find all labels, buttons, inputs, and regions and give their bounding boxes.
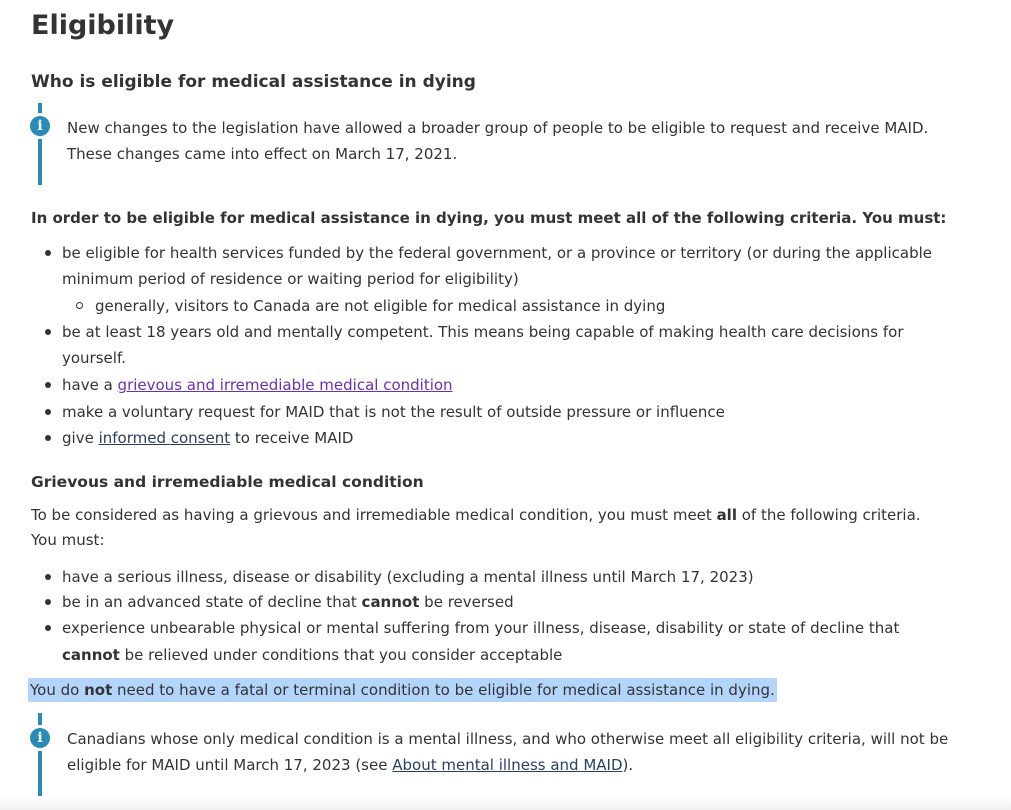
text: To be considered as having a grievous and irremediable medical condition, you must meet [31,506,717,524]
sub-list-item: generally, visitors to Canada are not eligible for medical assistance in dying [95,297,666,315]
list-item [62,425,353,451]
list-item [62,372,453,398]
bullet [45,329,51,335]
alert-bar [38,713,42,798]
mental-illness-maid-link[interactable]: About mental illness and MAID [392,756,623,774]
paragraph [31,502,921,528]
list-item: have a serious illness, disease or disability (excluding a mental illness until March 17, 2023) [62,568,754,586]
list-item: make a voluntary request for MAID that is not the result of outside pressure or influence [62,403,725,421]
alert-line: Canadians whose only medical condition is a mental illness, and who otherwise meet all eligibility criteria, will not be [67,730,949,748]
text: have a [62,376,118,394]
text: be relieved under conditions that you consider acceptable [119,646,563,664]
text: of the following criteria. [736,506,921,524]
list-item-cont [62,642,562,668]
bullet [45,435,51,441]
bottom-shadow [0,796,1011,810]
alert-line: New changes to the legislation have allowed a broader group of people to be eligible to request and receive MAID. [67,119,929,137]
section-heading: Who is eligible for medical assistance in dying [31,72,476,92]
informed-consent-link[interactable]: informed consent [98,429,231,447]
list-item-cont: minimum period of residence or waiting period for eligibility) [62,270,519,288]
highlighted-note [28,677,777,703]
alert-line: These changes came into effect on March 17, 2021. [67,145,458,163]
criteria-intro: In order to be eligible for medical assistance in dying, you must meet all of the following criteria. You must: [31,209,947,227]
page-title: Eligibility [31,10,175,41]
text: eligible for MAID until March 17, 2023 (see [67,756,393,774]
text: ). [622,756,634,774]
text: not [84,681,113,699]
sub-bullet [76,302,83,309]
subsection-heading: Grievous and irremediable medical condition [31,473,424,491]
bullet [45,382,51,388]
text: cannot [361,593,420,611]
bullet [45,574,51,580]
grievous-condition-link[interactable]: grievous and irremediable medical condition [117,376,453,394]
list-item: be at least 18 years old and mentally competent. This means being capable of making health care decisions for [62,323,904,341]
info-icon: i [30,116,50,136]
list-item [62,589,514,615]
bullet [45,599,51,605]
bullet [45,625,51,631]
text: be in an advanced state of decline that [62,593,362,611]
bullet [45,409,51,415]
text: You do [30,681,85,699]
list-item: be eligible for health services funded by the federal government, or a province or territory (or during the applicable [62,244,932,262]
text: to receive MAID [230,429,354,447]
paragraph-cont: You must: [31,531,105,549]
bullet [45,250,51,256]
list-item-cont: yourself. [62,349,126,367]
list-item: experience unbearable physical or mental suffering from your illness, disease, disability or state of decline that [62,619,900,637]
text: need to have a fatal or terminal condition to be eligible for medical assistance in dying. [112,681,775,699]
alert-line [67,752,633,778]
text: give [62,429,99,447]
text: be reversed [419,593,514,611]
info-icon: i [30,728,50,748]
text: cannot [62,646,120,664]
text: all [716,506,737,524]
